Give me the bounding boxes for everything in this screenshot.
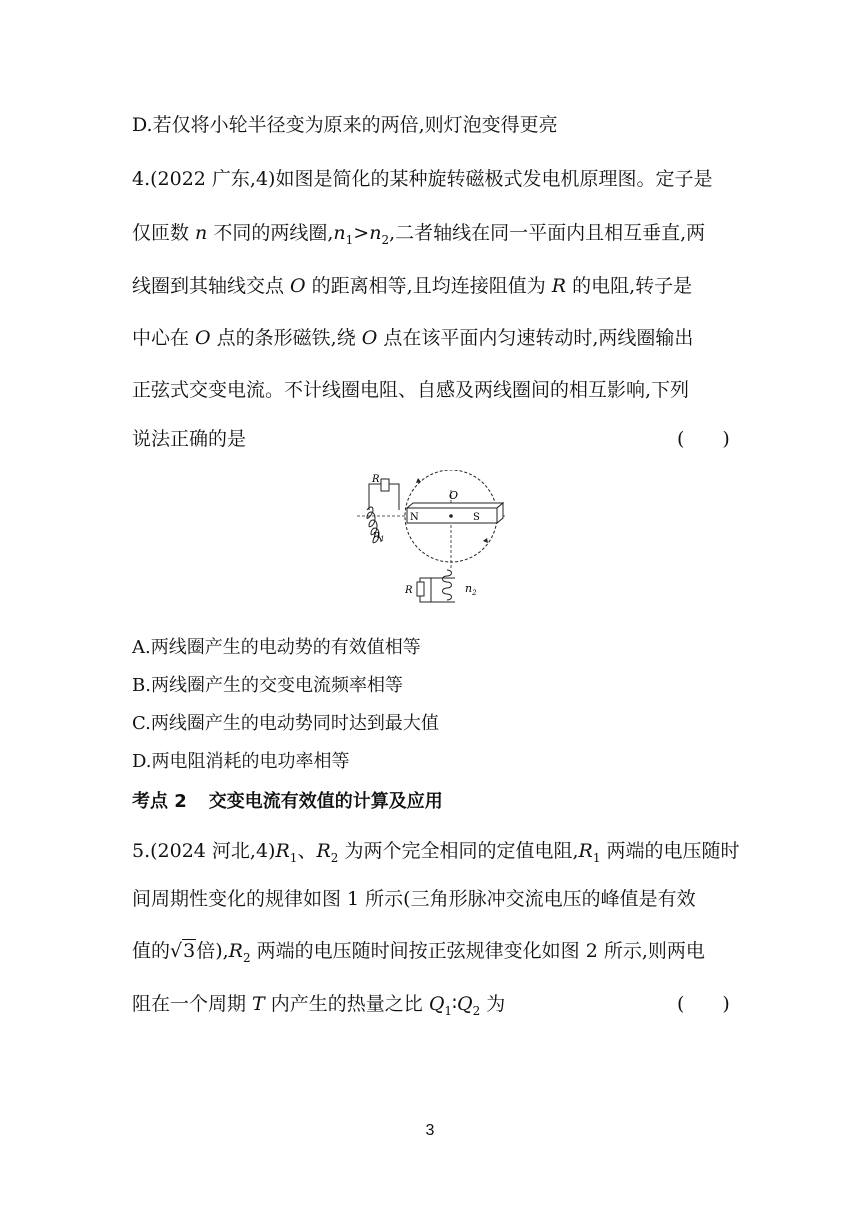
page-number: 3 xyxy=(425,1122,435,1139)
q4-line-6: 说法正确的是 xyxy=(132,428,247,450)
label-R-top: R xyxy=(372,474,380,485)
q4-line-3: 线圈到其轴线交点 O 的距离相等,且均连接阻值为 R 的电阻,转子是 xyxy=(132,275,693,297)
q5-answer-blank[interactable]: ( ) xyxy=(677,993,730,1015)
q5-line-4: 阻在一个周期 T 内产生的热量之比 $Q_1∶Q_2$ 为 xyxy=(132,993,506,1018)
section-heading: 考点 2 交变电流有效值的计算及应用 xyxy=(132,791,443,812)
q4-line-4: 中心在 O 点的条形磁铁,绕 O 点在该平面内匀速转动时,两线圈输出 xyxy=(132,327,694,349)
coil-n2 xyxy=(417,570,455,602)
label-O: O xyxy=(449,489,459,502)
q5-line-3: 值的√3倍)$,R_2$ 两端的电压随时间按正弦规律变化如图 2 所示,则两电 xyxy=(132,940,705,965)
coil-n1 xyxy=(367,479,399,543)
q5-line-1: 5.(2024 河北$,4)R_1$、$R_2$ 为两个完全相同的定值电阻$,R_1$ 两端的电压随时 xyxy=(132,840,740,865)
option-b[interactable]: B.两线圈产生的交变电流频率相等 xyxy=(132,675,403,696)
label-R-bottom: R xyxy=(405,585,413,596)
q4-line-1: 4.(2022 广东,4)如图是简化的某种旋转磁极式发电机原理图。定子是 xyxy=(132,168,713,190)
label-S: S xyxy=(473,512,480,523)
option-a[interactable]: A.两线圈产生的电动势的有效值相等 xyxy=(132,637,421,658)
bar-magnet xyxy=(407,503,503,523)
label-n2: $n_2$ xyxy=(465,582,477,597)
q4-line-5: 正弦式交变电流。不计线圈电阻、自感及两线圈间的相互影响,下列 xyxy=(132,379,690,401)
q4-answer-blank[interactable]: ( ) xyxy=(677,428,730,450)
generator-diagram xyxy=(355,470,515,620)
option-d[interactable]: D.两电阻消耗的电功率相等 xyxy=(132,751,350,772)
rotation-arrow-bottom xyxy=(483,538,488,543)
label-n1: $n_1$ xyxy=(373,528,385,543)
label-N: N xyxy=(410,512,419,523)
option-c[interactable]: C.两线圈产生的电动势同时达到最大值 xyxy=(132,713,439,734)
prev-option-d: D.若仅将小轮半径变为原来的两倍,则灯泡变得更亮 xyxy=(132,114,558,136)
q5-line-2: 间周期性变化的规律如图 1 所示(三角形脉冲交流电压的峰值是有效 xyxy=(132,888,696,910)
q4-line-2: 仅匝数 n 不同的两线圈$,n_1>n_2$,二者轴线在同一平面内且相互垂直,两 xyxy=(132,222,706,247)
